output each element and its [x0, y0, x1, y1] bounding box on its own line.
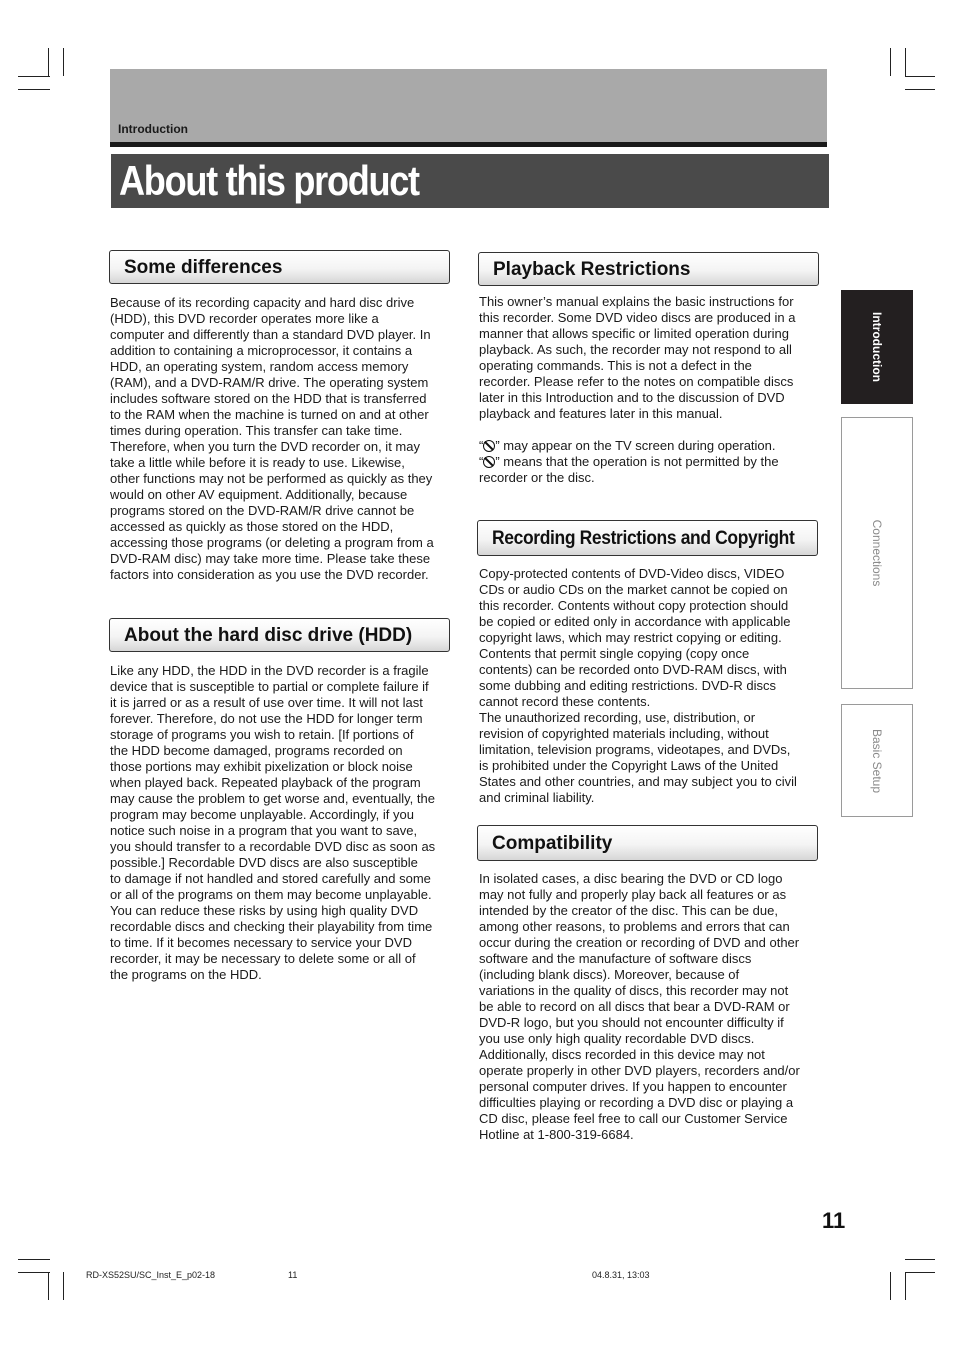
- recording-text: [479, 566, 824, 806]
- text-line: recorder. Please refer to the notes on compatible discs: [479, 374, 794, 389]
- tab-introduction[interactable]: [841, 290, 913, 404]
- text-line: Like any HDD, the HDD in the DVD recorder is a fragile: [110, 663, 429, 678]
- text-line: may not fully and properly play back all features or as: [479, 887, 787, 902]
- text-line: playback. As such, the recorder may not respond to all: [479, 342, 792, 357]
- crop-mark: [63, 48, 64, 76]
- text-line: is prohibited under the Copyright Laws of the United: [479, 758, 779, 773]
- text-line: accessed as quickly as those stored on the HDD,: [110, 519, 394, 534]
- open-quote: “: [479, 438, 484, 453]
- text-line: States and other countries, and may subject you to civil: [479, 774, 797, 789]
- text-line: You can reduce these risks by using high quality DVD: [110, 903, 419, 918]
- blank-line: [479, 422, 824, 438]
- some-differences-text: [110, 295, 455, 583]
- heading-text: Recording Restrictions and Copyright: [492, 528, 795, 549]
- text-line: intended by the creator of the disc. This can be due,: [479, 903, 778, 918]
- text-line: recorder, it may be necessary to delete some or all of: [110, 951, 416, 966]
- text-line: limitation, television programs, videotapes, and DVDs,: [479, 742, 791, 757]
- text-line: device that is susceptible to partial or complete failure if: [110, 679, 429, 694]
- text-line: variations in the quality of discs, this recorder may not: [479, 983, 789, 998]
- text-line: CDs or audio CDs on the market cannot be copied on: [479, 582, 788, 597]
- text-line: Additionally, discs recorded in this device may not: [479, 1047, 765, 1062]
- text-line: programs stored on the DVD-RAM/R drive cannot be: [110, 503, 415, 518]
- crop-mark: [905, 1272, 935, 1273]
- text-line: The unauthorized recording, use, distribution, or: [479, 710, 756, 725]
- text-line: to time. If it becomes necessary to service your DVD: [110, 935, 412, 950]
- text-line: later in this Introduction and to the discussion of DVD: [479, 390, 785, 405]
- section-heading-playback: [478, 252, 819, 286]
- text-line: those portions may exhibit pixelization or block noise: [110, 759, 413, 774]
- text-line: forever. Therefore, do not use the HDD for longer term: [110, 711, 423, 726]
- text-line: This owner’s manual explains the basic instructions for: [479, 294, 794, 309]
- section-label: Introduction: [118, 122, 188, 136]
- text-line: manner that allows specific or limited operation during: [479, 326, 789, 341]
- text-line: (RAM), and a DVD-RAM/R drive. The operating system: [110, 375, 429, 390]
- text-line: DVD-RAM disc) may take more time. Please take these: [110, 551, 431, 566]
- icon-line: [479, 438, 824, 454]
- text-line: copyright laws, which may restrict copying or editing.: [479, 630, 782, 645]
- text-line: occur during the creation or recording of DVD and other: [479, 935, 800, 950]
- text-line: recordable discs and checking their playability from time: [110, 919, 433, 934]
- text-line: this recorder. Some DVD video discs are produced in a: [479, 310, 796, 325]
- playback-text: [479, 294, 824, 486]
- crop-mark: [18, 76, 50, 77]
- crop-mark: [18, 1272, 50, 1273]
- crop-mark: [18, 89, 50, 90]
- crop-mark: [48, 1272, 49, 1300]
- text-line: Therefore, when you turn the DVD recorder on, it may: [110, 439, 420, 454]
- text-line: In isolated cases, a disc bearing the DVD or CD logo: [479, 871, 783, 886]
- crop-mark: [905, 1272, 906, 1300]
- crop-mark: [18, 1259, 50, 1260]
- section-heading-some-differences: [109, 250, 450, 284]
- header-band: [110, 69, 827, 142]
- text-line: factors into consideration as you use the DVD recorder.: [110, 567, 429, 582]
- crop-mark: [905, 1259, 935, 1260]
- text-line: Copy-protected contents of DVD-Video discs, VIDEO: [479, 566, 785, 581]
- text-line: take a little while before it is ready to use. Likewise,: [110, 455, 405, 470]
- open-quote: “: [479, 454, 484, 469]
- text-line: program may become unplayable. Accordingly, if you: [110, 807, 414, 822]
- text-line: notice such noise in a program that you want to save,: [110, 823, 418, 838]
- text-line: the programs on the HDD.: [110, 967, 262, 982]
- text-line: you should transfer to a recordable DVD disc as soon as: [110, 839, 436, 854]
- text-line: possible.] Recordable DVD discs are also susceptible: [110, 855, 418, 870]
- header-rule: [110, 142, 827, 147]
- text-line: HDD, an operating system, random access memory: [110, 359, 409, 374]
- text-line: CD disc, please feel free to call our Customer Service: [479, 1111, 788, 1126]
- text-line: the HDD become damaged, programs recorded on: [110, 743, 403, 758]
- crop-mark: [890, 1272, 891, 1300]
- page-title: About this product: [119, 157, 419, 204]
- text-line: this recorder. Contents without copy protection should: [479, 598, 789, 613]
- crop-mark: [890, 48, 891, 76]
- tab-label: Introduction: [870, 312, 884, 382]
- crop-mark: [63, 1272, 64, 1300]
- text-line: ” may appear on the TV screen during operation.: [495, 438, 776, 453]
- heading-text: Playback Restrictions: [493, 259, 691, 280]
- text-line: some dubbing and editing restrictions. DVD-R discs: [479, 678, 776, 693]
- text-line: Because of its recording capacity and hard disc drive: [110, 295, 415, 310]
- heading-text: Compatibility: [492, 833, 613, 854]
- text-line: recorder or the disc.: [479, 470, 595, 485]
- text-line: cannot record these contents.: [479, 694, 651, 709]
- text-line: may cause the problem to get worse and, eventually, the: [110, 791, 435, 806]
- text-line: be copied or edited only in accordance with applicable: [479, 614, 791, 629]
- text-line: computer and differently than a standard DVD player. In: [110, 327, 431, 342]
- text-line: to damage if not handled and stored carefully and some: [110, 871, 431, 886]
- text-line: operating commands. This is not a defect in the: [479, 358, 752, 373]
- crop-mark: [48, 48, 49, 76]
- text-line: Hotline at 1-800-319-6684.: [479, 1127, 634, 1142]
- text-line: it is jarred or as a result of use over time. It will not last: [110, 695, 423, 710]
- text-line: software and the manufacture of software discs: [479, 951, 752, 966]
- text-line: you use only high quality recordable DVD discs.: [479, 1031, 755, 1046]
- text-line: contents) can be recorded onto DVD-RAM discs, with: [479, 662, 787, 677]
- text-line: playback and features later in this manual.: [479, 406, 723, 421]
- crop-mark: [905, 48, 906, 76]
- crop-mark: [905, 89, 935, 90]
- text-line: or all of the programs on them may become unplayable.: [110, 887, 432, 902]
- crop-mark: [905, 76, 935, 77]
- text-line: ” means that the operation is not permitted by the: [495, 454, 779, 469]
- text-line: storage of programs you wish to retain. [If portions of: [110, 727, 414, 742]
- text-line: DVD-R logo, but you should not encounter difficulty if: [479, 1015, 784, 1030]
- section-heading-hard-disc: [109, 618, 450, 652]
- section-heading-compatibility: [477, 825, 818, 861]
- text-line: (including blank discs). Moreover, because of: [479, 967, 740, 982]
- tab-basic-setup[interactable]: [841, 704, 913, 817]
- text-line: difficulties playing or recording a DVD disc or playing a: [479, 1095, 794, 1110]
- text-line: times during operation. This transfer can take time.: [110, 423, 403, 438]
- footer-page: 11: [288, 1270, 298, 1280]
- text-line: to the RAM when the machine is turned on and at other: [110, 407, 429, 422]
- text-line: when played back. Repeated playback of the program: [110, 775, 421, 790]
- footer-timestamp: 04.8.31, 13:03: [592, 1270, 650, 1280]
- text-line: personal computer drives. If you happen to encounter: [479, 1079, 787, 1094]
- text-line: other functions may not be performed as quickly as they: [110, 471, 433, 486]
- text-line: includes software stored on the HDD that is transferred: [110, 391, 427, 406]
- text-line: accessing those programs (or deleting a program from a: [110, 535, 434, 550]
- text-line: revision of copyrighted materials including, without: [479, 726, 769, 741]
- text-line: be able to record on all discs that bear a DVD-RAM or: [479, 999, 790, 1014]
- text-line: among other reasons, to problems and errors that can: [479, 919, 790, 934]
- text-line: Contents that permit single copying (copy once: [479, 646, 750, 661]
- tab-label: Connections: [870, 519, 884, 587]
- prohibited-icon: [483, 456, 495, 468]
- compatibility-text: [479, 871, 824, 1143]
- tab-label: Basic Setup: [870, 728, 884, 793]
- prohibited-icon: [483, 440, 495, 452]
- text-line: operate properly in other DVD players, recorders and/or: [479, 1063, 800, 1078]
- section-heading-recording: [477, 520, 818, 556]
- text-line: would on other AV equipment. Additionally, because: [110, 487, 408, 502]
- hard-disc-text: [110, 663, 455, 983]
- text-line: addition to containing a microprocessor, it contains a: [110, 343, 413, 358]
- heading-text: Some differences: [124, 257, 283, 278]
- heading-text: About the hard disc drive (HDD): [124, 625, 413, 646]
- title-bar: [111, 154, 829, 208]
- tab-connections[interactable]: [841, 417, 913, 689]
- footer-file: RD-XS52SU/SC_Inst_E_p02-18: [86, 1270, 216, 1280]
- page-number: 11: [822, 1208, 846, 1233]
- text-line: and criminal liability.: [479, 790, 595, 805]
- text-line: (HDD), this DVD recorder operates more like a: [110, 311, 379, 326]
- icon-line: [479, 454, 824, 470]
